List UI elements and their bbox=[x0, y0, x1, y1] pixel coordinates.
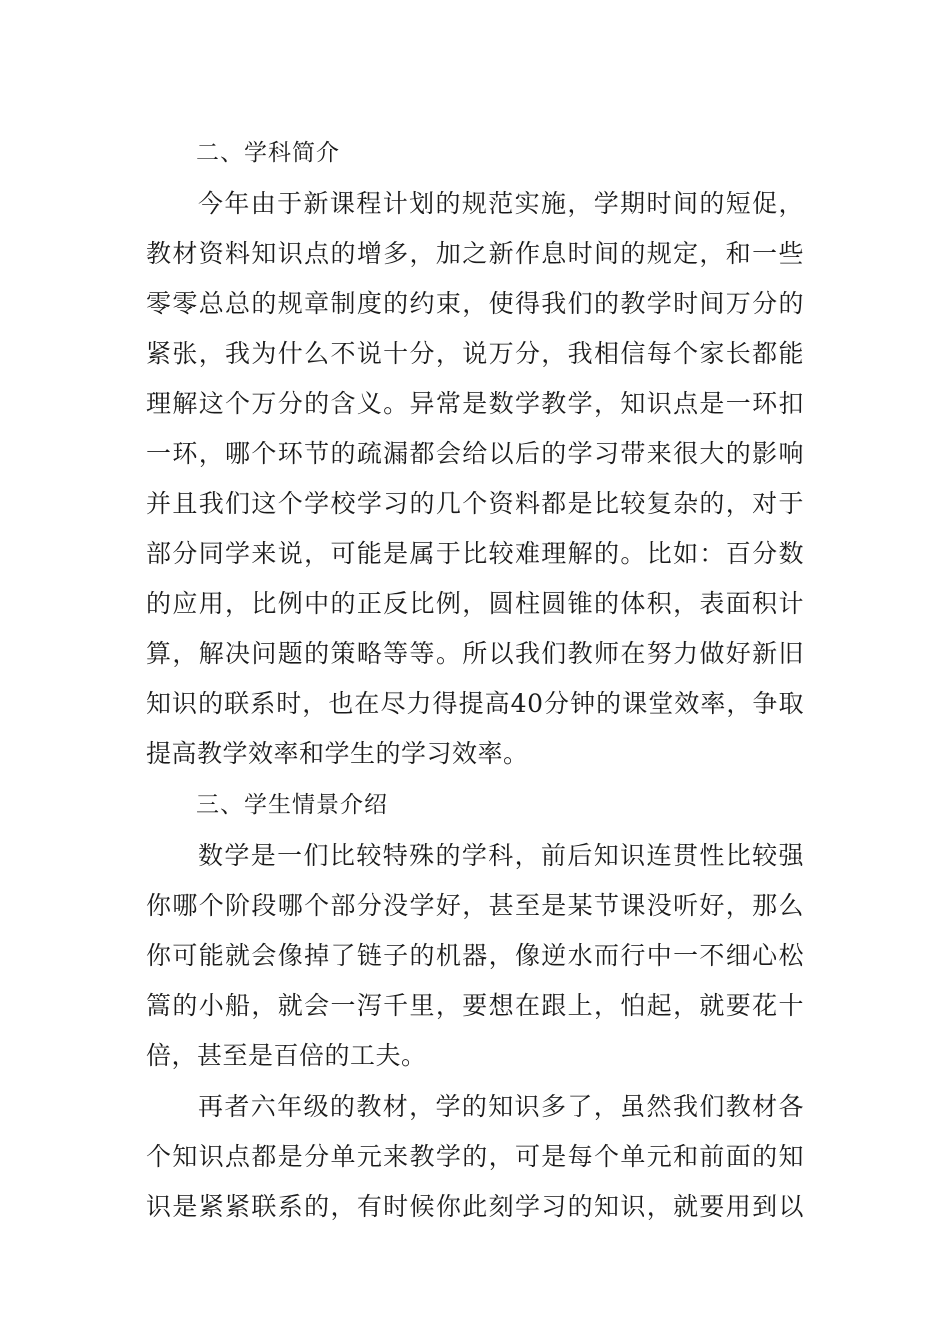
text-line: 并且我们这个学校学习的几个资料都是比较复杂的，对于 bbox=[146, 489, 804, 518]
text-line: 今年由于新课程计划的规范实施，学期时间的短促， bbox=[198, 189, 804, 218]
text-line: 倍，甚至是百倍的工夫。 bbox=[146, 1041, 427, 1070]
text-line: 一环，哪个环节的疏漏都会给以后的学习带来很大的影响 bbox=[146, 439, 804, 468]
text-line: 你哪个阶段哪个部分没学好，甚至是某节课没听好，那么 bbox=[146, 891, 804, 920]
text-line: 个知识点都是分单元来教学的，可是每个单元和前面的知 bbox=[146, 1142, 804, 1171]
text-line: 紧张，我为什么不说十分，说万分，我相信每个家长都能 bbox=[146, 339, 804, 368]
text-line: 教材资料知识点的增多，加之新作息时间的规定，和一些 bbox=[146, 239, 804, 268]
text-line: 理解这个万分的含义。异常是数学教学，知识点是一环扣 bbox=[146, 389, 804, 418]
paragraph bbox=[146, 1082, 804, 1232]
text-line: 的应用，比例中的正反比例，圆柱圆锥的体积，表面积计 bbox=[146, 589, 804, 618]
text-line: 篙的小船，就会一泻千里，要想在跟上，怕起，就要花十 bbox=[146, 991, 804, 1020]
text-line: 识是紧紧联系的，有时候你此刻学习的知识，就要用到以 bbox=[146, 1192, 804, 1221]
text-line: 再者六年级的教材，学的知识多了，虽然我们教材各 bbox=[198, 1092, 804, 1121]
text-line: 数学是一们比较特殊的学科，前后知识连贯性比较强 bbox=[198, 841, 804, 870]
paragraph bbox=[146, 831, 804, 1081]
document-body bbox=[146, 128, 804, 1233]
text-line: 零零总总的规章制度的约束，使得我们的教学时间万分的 bbox=[146, 289, 804, 318]
text-line: 提高教学效率和学生的学习效率。 bbox=[146, 739, 529, 768]
text-line: 部分同学来说，可能是属于比较难理解的。比如：百分数 bbox=[146, 539, 804, 568]
text-line: 知识的联系时，也在尽力得提高40分钟的课堂效率，争取 bbox=[146, 689, 804, 718]
paragraph bbox=[146, 179, 804, 779]
text-line: 你可能就会像掉了链子的机器，像逆水而行中一不细心松 bbox=[146, 941, 804, 970]
section-heading-subject-intro: 二、学科简介 bbox=[196, 140, 340, 166]
section-heading-student-intro: 三、学生情景介绍 bbox=[196, 792, 388, 818]
text-line: 算，解决问题的策略等等。所以我们教师在努力做好新旧 bbox=[146, 639, 804, 668]
